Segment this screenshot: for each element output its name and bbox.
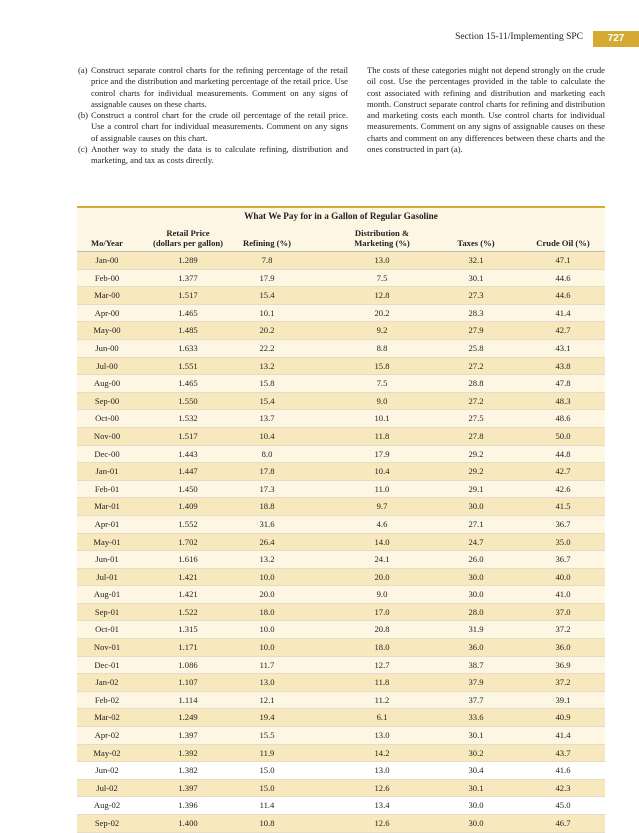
crude-oil-cell: 43.1 — [555, 342, 571, 353]
table-row — [77, 586, 605, 604]
taxes-cell: 28.8 — [468, 378, 484, 389]
taxes-cell: 27.3 — [468, 290, 484, 301]
table-row — [77, 481, 605, 499]
exercise-part-c — [78, 144, 348, 167]
table-row — [77, 727, 605, 745]
refining-cell: 10.1 — [259, 307, 275, 318]
table-row — [77, 762, 605, 780]
refining-cell: 26.4 — [259, 536, 275, 547]
month-cell: Aug-00 — [93, 378, 121, 389]
month-cell: Jan-00 — [95, 255, 119, 265]
distribution-cell: 9.7 — [376, 501, 388, 512]
price-cell: 1.107 — [178, 677, 198, 688]
refining-cell: 15.0 — [259, 765, 275, 776]
distribution-cell: 13.4 — [374, 800, 390, 811]
refining-cell: 10.0 — [259, 624, 275, 635]
table-row — [77, 410, 605, 428]
price-cell: 1.409 — [178, 501, 198, 512]
right-column-text: The costs of these categories might not depend strongly on the crude oil cost. Use the percentages provided in the table to calculate the cost associated with refining and distribution and marketing each month. Construct separate control charts for refining and distribution and marketing costs each month. Use control charts for individual measurements. Comment on any signs of assignable causes on these charts and comment on any differences between these charts and the ones constructed in part (a). — [367, 65, 605, 154]
distribution-cell: 15.8 — [374, 360, 390, 371]
price-cell: 1.522 — [178, 606, 198, 617]
refining-cell: 15.8 — [259, 378, 275, 389]
left-column — [78, 65, 348, 166]
crude-oil-cell: 43.7 — [555, 747, 571, 758]
taxes-cell: 37.7 — [468, 694, 484, 705]
table-row — [77, 252, 605, 270]
distribution-cell: 18.0 — [374, 642, 390, 653]
refining-cell: 18.0 — [259, 606, 275, 617]
taxes-cell: 27.2 — [468, 360, 484, 371]
crude-oil-cell: 42.3 — [555, 782, 571, 793]
table-row — [77, 621, 605, 639]
crude-oil-cell: 36.9 — [555, 659, 571, 670]
refining-cell: 12.1 — [259, 694, 275, 705]
distribution-cell: 4.6 — [376, 518, 388, 529]
distribution-cell: 14.0 — [374, 536, 390, 547]
price-cell: 1.517 — [178, 290, 198, 301]
distribution-cell: 12.8 — [374, 290, 390, 301]
part-label: (a) — [78, 65, 88, 75]
table-row — [77, 516, 605, 534]
price-cell: 1.397 — [178, 782, 198, 793]
refining-cell: 7.8 — [261, 255, 273, 265]
refining-cell: 19.4 — [259, 712, 275, 723]
price-cell: 1.532 — [178, 413, 198, 424]
table-row — [77, 305, 605, 323]
taxes-cell: 30.0 — [468, 571, 484, 582]
crude-oil-cell: 48.3 — [555, 395, 571, 406]
table-row — [77, 534, 605, 552]
taxes-cell: 27.8 — [468, 430, 484, 441]
distribution-cell: 9.0 — [376, 589, 388, 600]
table-row — [77, 446, 605, 464]
month-cell: Mar-02 — [94, 712, 120, 723]
crude-oil-cell: 41.6 — [555, 765, 571, 776]
month-cell: May-00 — [93, 325, 121, 336]
taxes-cell: 28.0 — [468, 606, 484, 617]
price-cell: 1.086 — [178, 659, 198, 670]
running-head: Section 15-11/Implementing SPC — [455, 32, 583, 42]
price-cell: 1.450 — [178, 483, 198, 494]
taxes-cell: 27.5 — [468, 413, 484, 424]
price-cell: 1.485 — [178, 325, 198, 336]
crude-oil-cell: 41.5 — [555, 501, 571, 512]
month-cell: Dec-01 — [94, 659, 120, 670]
price-cell: 1.517 — [178, 430, 198, 441]
table-row — [77, 692, 605, 710]
crude-oil-cell: 37.2 — [555, 624, 571, 635]
distribution-cell: 7.5 — [376, 272, 388, 283]
refining-cell: 15.4 — [259, 290, 275, 301]
taxes-cell: 30.0 — [468, 818, 484, 828]
table-row — [77, 428, 605, 446]
distribution-cell: 11.0 — [374, 483, 390, 494]
price-cell: 1.465 — [178, 307, 198, 318]
table-title: What We Pay for in a Gallon of Regular Gasoline — [244, 211, 438, 221]
crude-oil-cell: 44.6 — [555, 290, 571, 301]
taxes-cell: 27.1 — [468, 518, 484, 529]
table-row — [77, 709, 605, 727]
crude-oil-cell: 44.6 — [555, 272, 571, 283]
refining-cell: 10.0 — [259, 642, 275, 653]
price-cell: 1.400 — [178, 818, 198, 828]
distribution-cell: 7.5 — [376, 378, 388, 389]
distribution-cell: 9.2 — [376, 325, 388, 336]
part-text: Construct a control chart for the crude oil percentage of the retail price. Use a control chart for individual measurements. Comment on any signs of assignable causes on this chart. — [91, 110, 348, 143]
price-cell: 1.114 — [178, 694, 198, 705]
taxes-cell: 30.1 — [468, 782, 484, 793]
taxes-cell: 25.8 — [468, 342, 484, 353]
distribution-cell: 8.8 — [376, 342, 388, 353]
distribution-cell: 13.0 — [374, 765, 390, 776]
month-cell: Sep-02 — [94, 818, 120, 828]
crude-oil-cell: 40.9 — [555, 712, 571, 723]
month-cell: Mar-00 — [94, 290, 120, 301]
refining-cell: 13.2 — [259, 554, 275, 565]
price-cell: 1.171 — [178, 642, 198, 653]
taxes-cell: 29.2 — [468, 448, 484, 459]
table-row — [77, 322, 605, 340]
refining-cell: 10.0 — [259, 571, 275, 582]
header-dist-line1: Distribution & — [354, 228, 410, 238]
price-cell: 1.377 — [178, 272, 198, 283]
taxes-cell: 30.0 — [468, 589, 484, 600]
table-row — [77, 270, 605, 288]
header-dist-line2: Marketing (%) — [354, 238, 410, 248]
refining-cell: 10.8 — [259, 818, 275, 828]
refining-cell: 8.0 — [261, 448, 273, 459]
header-crude-oil: Crude Oil (%) — [536, 238, 590, 248]
distribution-cell: 13.0 — [374, 730, 390, 741]
taxes-cell: 29.2 — [468, 466, 484, 477]
month-cell: Nov-01 — [93, 642, 121, 653]
price-cell: 1.551 — [178, 360, 198, 371]
header-month: Mo/Year — [91, 238, 123, 248]
price-cell: 1.702 — [178, 536, 198, 547]
table-row — [77, 780, 605, 798]
refining-cell: 17.3 — [259, 483, 275, 494]
crude-oil-cell: 46.7 — [555, 818, 571, 828]
taxes-cell: 33.6 — [468, 712, 484, 723]
month-cell: Jan-02 — [95, 677, 119, 688]
crude-oil-cell: 48.6 — [555, 413, 571, 424]
refining-cell: 17.8 — [259, 466, 275, 477]
crude-oil-cell: 44.8 — [555, 448, 571, 459]
price-cell: 1.249 — [178, 712, 198, 723]
month-cell: Apr-01 — [94, 518, 120, 529]
table-row — [77, 340, 605, 358]
part-text: Construct separate control charts for the refining percentage of the retail price and the distribution and marketing percentage of the retail price. Use control charts for individual measurements. Comment on any signs of assignable causes on these charts. — [91, 65, 348, 109]
table-body — [77, 252, 605, 833]
part-label: (b) — [78, 110, 89, 120]
taxes-cell: 30.2 — [468, 747, 484, 758]
refining-cell: 18.8 — [259, 501, 275, 512]
refining-cell: 10.4 — [259, 430, 275, 441]
refining-cell: 11.7 — [259, 659, 275, 670]
page-header — [0, 31, 639, 47]
header-taxes: Taxes (%) — [457, 238, 495, 248]
distribution-cell: 10.4 — [374, 466, 390, 477]
month-cell: Nov-00 — [93, 430, 121, 441]
distribution-cell: 13.0 — [374, 255, 390, 265]
table-row — [77, 287, 605, 305]
month-cell: Sep-01 — [94, 606, 120, 617]
month-cell: Oct-01 — [95, 624, 119, 635]
price-cell: 1.552 — [178, 518, 198, 529]
month-cell: Jun-01 — [95, 554, 119, 565]
refining-cell: 31.6 — [259, 518, 275, 529]
month-cell: Dec-00 — [94, 448, 120, 459]
price-cell: 1.421 — [178, 571, 198, 582]
crude-oil-cell: 40.0 — [555, 571, 571, 582]
refining-cell: 13.2 — [259, 360, 275, 371]
table-header — [77, 223, 605, 252]
exercise-part-a — [78, 65, 348, 110]
part-label: (c) — [78, 143, 88, 154]
price-cell: 1.397 — [178, 730, 198, 741]
crude-oil-cell: 37.0 — [555, 606, 571, 617]
taxes-cell: 30.1 — [468, 272, 484, 283]
table-row — [77, 393, 605, 411]
refining-cell: 15.0 — [259, 782, 275, 793]
month-cell: Jan-01 — [95, 466, 119, 477]
crude-oil-cell: 35.0 — [555, 536, 571, 547]
refining-cell: 11.9 — [259, 747, 275, 758]
month-cell: May-02 — [93, 747, 121, 758]
taxes-cell: 32.1 — [468, 255, 484, 265]
distribution-cell: 20.8 — [374, 624, 390, 635]
table-row — [77, 551, 605, 569]
crude-oil-cell: 42.6 — [555, 483, 571, 494]
taxes-cell: 24.7 — [468, 536, 484, 547]
refining-cell: 20.2 — [259, 325, 275, 336]
month-cell: Jun-00 — [95, 342, 119, 353]
crude-oil-cell: 47.8 — [555, 378, 571, 389]
distribution-cell: 9.0 — [376, 395, 388, 406]
header-price-line1: Retail Price — [166, 228, 210, 238]
crude-oil-cell: 36.7 — [555, 554, 571, 565]
month-cell: Feb-02 — [94, 694, 120, 705]
distribution-cell: 17.0 — [374, 606, 390, 617]
crude-oil-cell: 42.7 — [555, 466, 571, 477]
table-row — [77, 639, 605, 657]
month-cell: Feb-00 — [94, 272, 120, 283]
crude-oil-cell: 50.0 — [555, 430, 571, 441]
taxes-cell: 31.9 — [468, 624, 484, 635]
table-row — [77, 657, 605, 675]
month-cell: Apr-02 — [94, 730, 120, 741]
table-row — [77, 375, 605, 393]
taxes-cell: 28.3 — [468, 307, 484, 318]
distribution-cell: 6.1 — [376, 712, 388, 723]
crude-oil-cell: 41.4 — [555, 730, 571, 741]
table-row — [77, 569, 605, 587]
crude-oil-cell: 36.0 — [555, 642, 571, 653]
exercise-part-b — [78, 110, 348, 144]
part-text: Another way to study the data is to calculate refining, distribution and marketing, and tax as costs directly. — [91, 143, 348, 165]
table-row — [77, 604, 605, 622]
month-cell: Aug-01 — [93, 589, 121, 600]
refining-cell: 17.9 — [259, 272, 275, 283]
month-cell: Feb-01 — [94, 483, 120, 494]
month-cell: Aug-02 — [93, 800, 121, 811]
month-cell: Jul-00 — [96, 360, 118, 371]
price-cell: 1.550 — [178, 395, 198, 406]
price-cell: 1.392 — [178, 747, 198, 758]
taxes-cell: 36.0 — [468, 642, 484, 653]
month-cell: May-01 — [93, 536, 121, 547]
crude-oil-cell: 43.8 — [555, 360, 571, 371]
crude-oil-cell: 41.0 — [555, 589, 571, 600]
price-cell: 1.396 — [178, 800, 198, 811]
month-cell: Jul-01 — [96, 571, 118, 582]
price-cell: 1.465 — [178, 378, 198, 389]
table-row — [77, 745, 605, 763]
crude-oil-cell: 37.2 — [555, 677, 571, 688]
price-cell: 1.382 — [178, 765, 198, 776]
refining-cell: 15.4 — [259, 395, 275, 406]
refining-cell: 13.0 — [259, 677, 275, 688]
distribution-cell: 11.8 — [374, 677, 390, 688]
table-row — [77, 815, 605, 833]
header-refining: Refining (%) — [243, 238, 291, 248]
distribution-cell: 12.7 — [374, 659, 390, 670]
price-cell: 1.315 — [178, 624, 198, 635]
table-row — [77, 674, 605, 692]
price-cell: 1.633 — [178, 342, 198, 353]
header-price-line2: (dollars per gallon) — [152, 238, 224, 248]
crude-oil-cell: 39.1 — [555, 694, 571, 705]
taxes-cell: 29.1 — [468, 483, 484, 494]
distribution-cell: 11.2 — [374, 694, 390, 705]
page-number: 727 — [593, 31, 639, 47]
month-cell: Apr-00 — [94, 307, 120, 318]
month-cell: Jun-02 — [95, 765, 119, 776]
distribution-cell: 12.6 — [374, 782, 390, 793]
crude-oil-cell: 45.0 — [555, 800, 571, 811]
crude-oil-cell: 42.7 — [555, 325, 571, 336]
right-column — [367, 65, 605, 155]
distribution-cell: 17.9 — [374, 448, 390, 459]
refining-cell: 22.2 — [259, 342, 275, 353]
crude-oil-cell: 36.7 — [555, 518, 571, 529]
distribution-cell: 14.2 — [374, 747, 390, 758]
table-row — [77, 358, 605, 376]
distribution-cell: 11.8 — [374, 430, 390, 441]
taxes-cell: 27.2 — [468, 395, 484, 406]
refining-cell: 15.5 — [259, 730, 275, 741]
taxes-cell: 26.0 — [468, 554, 484, 565]
taxes-cell: 30.1 — [468, 730, 484, 741]
month-cell: Sep-00 — [94, 395, 120, 406]
gasoline-table — [77, 206, 605, 828]
price-cell: 1.447 — [178, 466, 198, 477]
crude-oil-cell: 47.1 — [555, 255, 571, 265]
table-row — [77, 498, 605, 516]
month-cell: Oct-00 — [95, 413, 119, 424]
distribution-cell: 10.1 — [374, 413, 390, 424]
price-cell: 1.616 — [178, 554, 198, 565]
taxes-cell: 30.0 — [468, 501, 484, 512]
month-cell: Jul-02 — [96, 782, 118, 793]
refining-cell: 20.0 — [259, 589, 275, 600]
price-cell: 1.443 — [178, 448, 198, 459]
taxes-cell: 30.0 — [468, 800, 484, 811]
taxes-cell: 30.4 — [468, 765, 484, 776]
month-cell: Mar-01 — [94, 501, 120, 512]
price-cell: 1.421 — [178, 589, 198, 600]
distribution-cell: 20.2 — [374, 307, 390, 318]
crude-oil-cell: 41.4 — [555, 307, 571, 318]
distribution-cell: 20.0 — [374, 571, 390, 582]
taxes-cell: 38.7 — [468, 659, 484, 670]
table-row — [77, 797, 605, 815]
refining-cell: 13.7 — [259, 413, 275, 424]
refining-cell: 11.4 — [259, 800, 275, 811]
distribution-cell: 12.6 — [374, 818, 390, 828]
taxes-cell: 37.9 — [468, 677, 484, 688]
table-row — [77, 463, 605, 481]
distribution-cell: 24.1 — [374, 554, 390, 565]
taxes-cell: 27.9 — [468, 325, 484, 336]
price-cell: 1.289 — [178, 255, 198, 265]
